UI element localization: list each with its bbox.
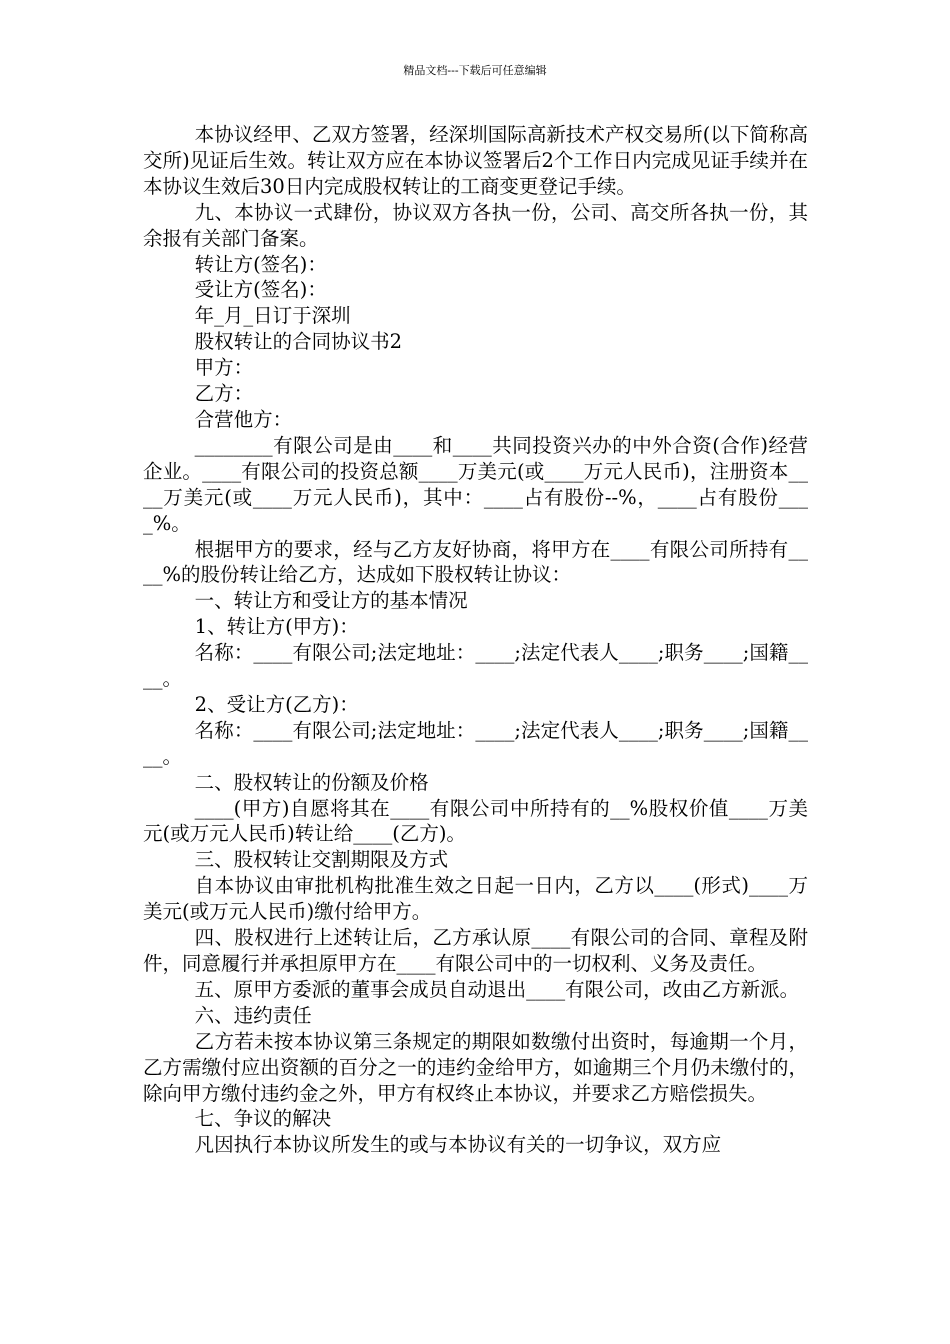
document-title-2: 股权转让的合同协议书2	[194, 330, 403, 354]
transferor-details: 名称：____有限公司;法定地址：____;法定代表人____;职务____;国籍____。	[143, 641, 808, 691]
transferee-signature: 受让方(签名)：	[194, 278, 327, 302]
section-5: 五、原甲方委派的董事会成员自动退出____有限公司，改由乙方新派。	[194, 977, 800, 1001]
section-4: 四、股权进行上述转让后，乙方承认原____有限公司的合同、章程及附件，同意履行并承担原甲方在____有限公司中的一切权利、义务及责任。	[143, 926, 808, 975]
paragraph-purpose: 根据甲方的要求，经与乙方友好协商，将甲方在____有限公司所持有____%的股份转让给乙方，达成如下股权转让协议：	[143, 537, 808, 587]
document-body	[143, 122, 808, 1158]
transferor-signature: 转让方(签名)：	[194, 252, 327, 276]
other-party: 合营他方：	[194, 407, 293, 431]
section-2-body: ____(甲方)自愿将其在____有限公司中所持有的__%股权价值____万美元(或万元人民币)转让给____(乙方)。	[143, 796, 808, 846]
paragraph-copies: 九、本协议一式肆份，协议双方各执一份，公司、高交所各执一份，其余报有关部门备案。	[143, 200, 808, 250]
paragraph-effectiveness: 本协议经甲、乙双方签署，经深圳国际高新技术产权交易所(以下简称高交所)见证后生效。转让双方应在本协议签署后2个工作日内完成见证手续并在本协议生效后30日内完成股权转让的工商变更登记手续。	[143, 123, 808, 198]
section-3-heading: 三、股权转让交割期限及方式	[194, 848, 449, 872]
section-7-body: 凡因执行本协议所发生的或与本协议有关的一切争议，双方应	[194, 1133, 722, 1157]
section-6-heading: 六、违约责任	[194, 1003, 312, 1027]
party-a: 甲方：	[194, 356, 254, 380]
section-6-body: 乙方若未按本协议第三条规定的期限如数缴付出资时，每逾期一个月，乙方需缴付应出资额的百分之一的违约金给甲方，如逾期三个月仍未缴付的，除向甲方缴付违约金之外，甲方有权终止本协议，并要求乙方赔偿损失。	[143, 1029, 808, 1105]
transferee-heading: 2、受让方(乙方)：	[194, 692, 359, 716]
page-header: 精品文档---下载后可任意编辑	[403, 64, 547, 77]
party-b: 乙方：	[194, 382, 254, 406]
section-1-heading: 一、转让方和受让方的基本情况	[194, 589, 468, 613]
paragraph-company-intro: ________有限公司是由____和____共同投资兴办的中外合资(合作)经营企业。____有限公司的投资总额____万美元(或____万元人民币)，注册资本____万美元(或____万元人民币)，其中：____占有股份--%，____占有股份____%。	[143, 433, 808, 535]
transferor-heading: 1、转让方(甲方)：	[194, 615, 359, 639]
signing-date: 年_月_日订于深圳	[194, 304, 351, 328]
section-7-heading: 七、争议的解决	[194, 1107, 332, 1131]
section-3-body: 自本协议由审批机构批准生效之日起一日内，乙方以____(形式)____万美元(或万元人民币)缴付给甲方。	[143, 874, 808, 924]
transferee-details: 名称：____有限公司;法定地址：____;法定代表人____;职务____;国籍____。	[143, 718, 808, 768]
section-2-heading: 二、股权转让的份额及价格	[194, 770, 429, 794]
